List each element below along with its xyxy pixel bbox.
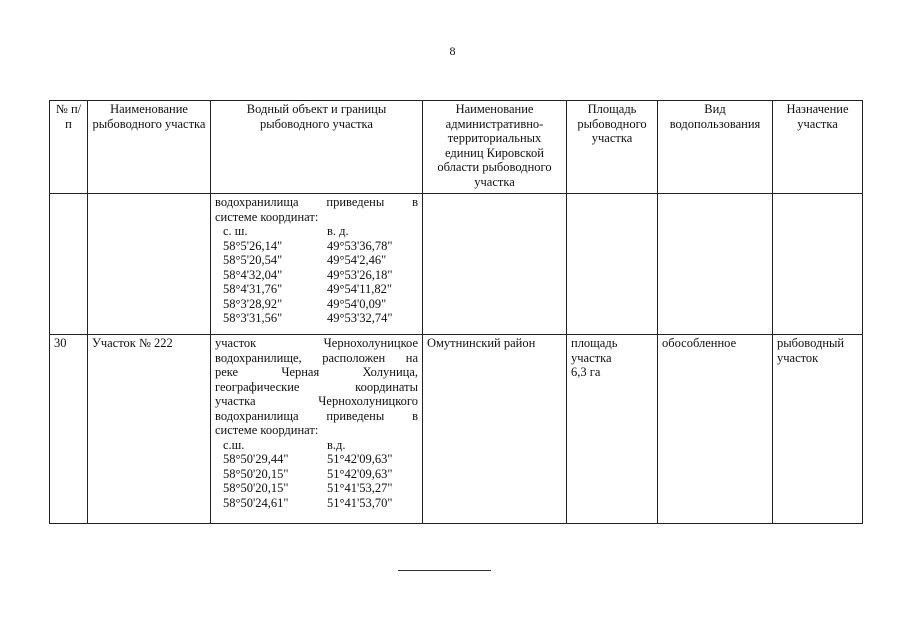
coord-lat: 58°3'31,56" xyxy=(223,311,283,325)
coord-lon: 49°54'11,82" xyxy=(327,282,393,296)
coord-header-lat: с. ш. xyxy=(223,224,248,238)
coord-lon: 49°53'32,74" xyxy=(327,311,393,325)
description-line: участка Чернохолуницкого xyxy=(215,394,418,408)
water-body-cell xyxy=(211,335,423,524)
header-cell: Наименование административно-территориальных единиц Кировской области рыбоводного участка xyxy=(423,101,567,194)
coord-lon: 49°54'2,46" xyxy=(327,253,387,267)
description-line: водохранилища приведены в xyxy=(215,408,418,423)
coord-lat: 58°4'32,04" xyxy=(223,267,283,282)
coord-lat: 58°4'31,76" xyxy=(223,282,283,296)
purpose-cell: рыбоводный участок xyxy=(773,335,863,524)
use-type-cell xyxy=(658,194,773,335)
table-header-row xyxy=(50,101,863,194)
description-line: географические координаты xyxy=(215,379,418,394)
footer-divider xyxy=(398,570,491,571)
description-line: водохранилища приведены в xyxy=(215,195,418,209)
fish-farming-table xyxy=(49,100,863,524)
use-type-cell: обособленное xyxy=(658,335,773,524)
coord-lat: 58°50'24,61" xyxy=(223,495,289,510)
description-line: участок Чернохолуницкое xyxy=(215,336,418,350)
district-cell: Омутнинский район xyxy=(423,335,567,524)
plot-name: Участок № 222 xyxy=(88,335,211,524)
coord-lon: 49°53'26,18" xyxy=(327,267,393,282)
coord-lon: 51°41'53,27" xyxy=(327,481,393,495)
description-line: водохранилище, расположен на xyxy=(215,350,418,365)
coord-lat: 58°50'20,15" xyxy=(223,481,289,495)
table-row xyxy=(50,335,863,524)
coord-lat: 58°5'26,14" xyxy=(223,238,283,253)
description-line: реке Черная Холуница, xyxy=(215,365,418,379)
coord-lat: 58°50'20,15" xyxy=(223,466,289,481)
header-cell: Вид водопользования xyxy=(658,101,773,194)
coord-header-lon: в.д. xyxy=(327,437,346,452)
area-cell xyxy=(567,194,658,335)
plot-name xyxy=(88,194,211,335)
area-cell xyxy=(567,335,658,524)
area-line: участка xyxy=(571,350,612,365)
page-number: 8 xyxy=(449,44,456,58)
coord-lon: 49°53'36,78" xyxy=(327,238,393,253)
coord-header-lon: в. д. xyxy=(327,224,349,238)
header-cell: Наименование рыбоводного участка xyxy=(88,101,211,194)
area-line: площадь xyxy=(571,336,618,350)
district-cell xyxy=(423,194,567,335)
coord-lat: 58°3'28,92" xyxy=(223,296,283,311)
coord-lon: 49°54'0,09" xyxy=(327,296,387,311)
water-body-cell xyxy=(211,194,423,335)
area-value: 6,3 га xyxy=(571,365,601,379)
coord-lat: 58°50'29,44" xyxy=(223,452,289,466)
header-cell: № п/п xyxy=(50,101,88,194)
coord-header-lat: с.ш. xyxy=(223,437,245,452)
header-cell: Площадь рыбоводного участка xyxy=(567,101,658,194)
header-cell: Водный объект и границы рыбоводного участка xyxy=(211,101,423,194)
description-line: системе координат: xyxy=(215,209,319,224)
table-row xyxy=(50,194,863,335)
coordinates-list xyxy=(223,438,418,511)
coord-lat: 58°5'20,54" xyxy=(223,253,283,267)
coord-lon: 51°41'53,70" xyxy=(327,495,393,510)
row-number xyxy=(50,194,88,335)
header-cell: Назначение участка xyxy=(773,101,863,194)
coord-lon: 51°42'09,63" xyxy=(327,466,393,481)
coord-lon: 51°42'09,63" xyxy=(327,452,393,466)
description-line: системе координат: xyxy=(215,423,319,437)
row-number: 30 xyxy=(50,335,88,524)
purpose-cell xyxy=(773,194,863,335)
coordinates-list xyxy=(223,224,418,326)
